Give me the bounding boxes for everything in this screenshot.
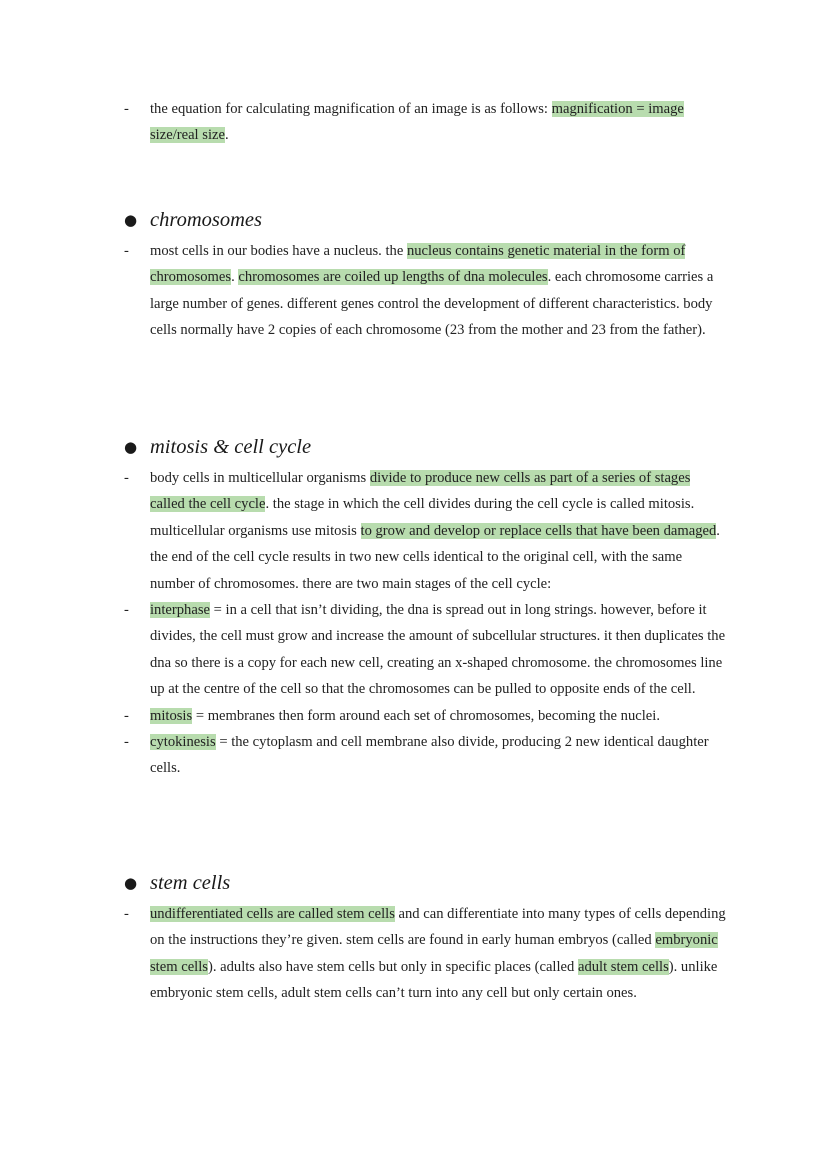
text-span: body cells in multicellular organisms	[150, 470, 370, 486]
dash-marker: -	[124, 470, 129, 486]
text-span: the equation for calculating magnification of an image is as follows:	[150, 101, 552, 117]
highlighted-text: magnification = image size/real size	[150, 101, 684, 144]
list-item-magnification	[0, 96, 828, 149]
list-item-chromosomes	[0, 238, 828, 344]
text-span: . the stage in which the cell divides during the cell cycle is called mitosis. multicellular organisms use mitosis	[150, 496, 695, 539]
heading-text: stem cells	[150, 872, 231, 894]
highlighted-text: interphase	[150, 602, 210, 619]
dash-marker: -	[124, 101, 129, 117]
highlighted-text: divide to produce new cells as part of a series of stages called the cell cycle	[150, 470, 691, 513]
chromosomes-section	[0, 206, 828, 344]
section-heading-mitosis	[0, 433, 828, 461]
highlighted-text: chromosomes are coiled up lengths of dna molecules	[238, 269, 548, 286]
stem-cells-section	[0, 869, 828, 1007]
text-span: . each chromosome carries a large number of genes. different genes control the development of different characteristics. body cells normally have 2 copies of each chromosome (23 from the mother and 23 from the father).	[150, 269, 714, 339]
dash-marker: -	[124, 602, 129, 619]
dash-marker: -	[124, 734, 129, 751]
mitosis-section	[0, 433, 828, 782]
text-span: ). adults also have stem cells but only in specific places (called	[207, 958, 578, 975]
list-item-cytokinesis	[0, 729, 828, 782]
highlighted-text: cytokinesis	[150, 734, 216, 751]
bullet-icon: ●	[124, 874, 138, 892]
highlighted-text: mitosis	[150, 707, 193, 724]
text-span: and can differentiate into many types of cells depending on the instructions they’re given. stem cells are found in early human embryos (called	[150, 906, 726, 949]
text-span: most cells in our bodies have a nucleus. the	[150, 243, 407, 259]
highlighted-text: nucleus contains genetic material in the form of chromosomes	[150, 243, 686, 286]
bullet-icon: ●	[124, 438, 138, 456]
list-item-interphase	[0, 597, 828, 703]
highlighted-text: to grow and develop or replace cells that have been damaged	[360, 522, 717, 539]
list-item-stem-cells	[0, 901, 828, 1007]
bullet-icon: ●	[124, 211, 138, 229]
magnification-section	[0, 96, 828, 149]
text-span: = membranes then form around each set of chromosomes, becoming the nuclei.	[192, 707, 660, 724]
text-span: = in a cell that isn’t dividing, the dna is spread out in long strings. however, before it divides, the cell must grow and increase the amount of subcellular structures. it then duplicates the dna so there is a copy for each new cell, creating an x-shaped chromosome. the chromosomes line up at the centre of the cell so that the chromosomes can be pulled to opposite ends of the cell.	[150, 602, 726, 698]
dash-marker: -	[124, 906, 129, 922]
list-item-mitosis	[0, 703, 828, 729]
section-heading-stem-cells	[0, 869, 828, 897]
dash-marker: -	[124, 707, 129, 724]
text-span: ). unlike embryonic stem cells, adult stem cells can’t turn into any cell but only certain ones.	[150, 958, 718, 1002]
text-span: . the end of the cell cycle results in two new cells identical to the original cell, with the same number of chromosomes. there are two main stages of the cell cycle:	[150, 522, 720, 592]
heading-text: chromosomes	[150, 209, 262, 231]
heading-text: mitosis & cell cycle	[150, 436, 312, 458]
text-span: .	[231, 269, 239, 286]
text-span: .	[224, 127, 229, 144]
section-heading-chromosomes	[0, 206, 828, 234]
list-item-cell-cycle	[0, 465, 828, 597]
highlighted-text: embryonic stem cells	[150, 932, 718, 975]
highlighted-text: adult stem cells	[577, 958, 669, 975]
highlighted-text: undifferentiated cells are called stem cells	[150, 906, 395, 922]
dash-marker: -	[124, 243, 129, 259]
text-span: = the cytoplasm and cell membrane also divide, producing 2 new identical daughter cells.	[150, 734, 709, 777]
